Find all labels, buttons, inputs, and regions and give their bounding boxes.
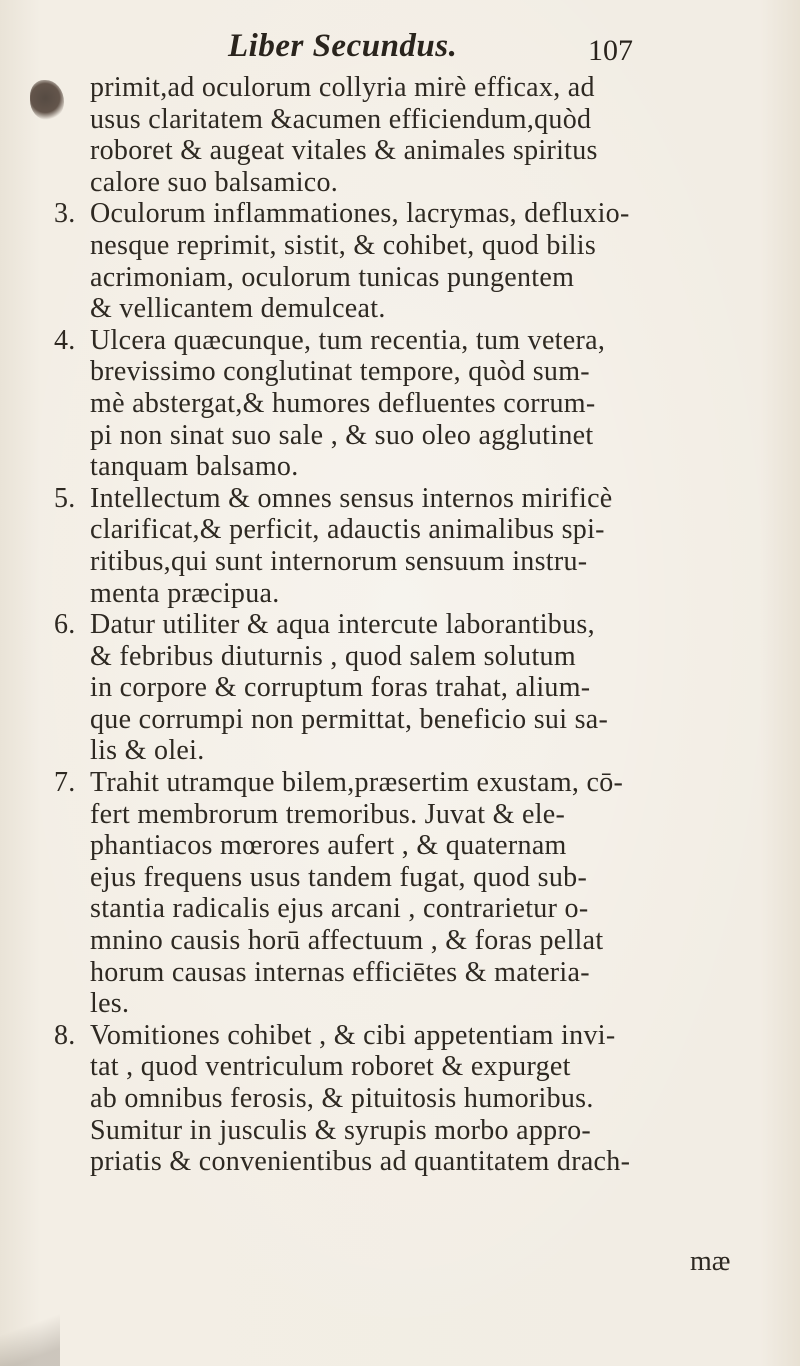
line-text: ritibus,qui sunt internorum sensuum instru- [90,545,588,577]
line-text: roboret & augeat vitales & animales spiritus [90,135,598,167]
paragraph-number: 3. [54,198,76,230]
line-text: Oculorum inflammationes, lacrymas, defluxio- [90,198,630,230]
text-line [52,704,772,736]
line-text: lis & olei. [90,735,205,767]
line-text: Ulcera quæcunque, tum recentia, tum vetera, [90,324,606,356]
paragraph-number: 8. [54,1019,76,1051]
text-line [52,420,772,452]
line-text: Sumitur in jusculis & syrupis morbo appro- [90,1114,592,1146]
text-line [52,325,772,357]
text-line [52,862,772,894]
text-line [52,293,772,325]
text-line [52,230,772,262]
line-text: acrimoniam, oculorum tunicas pungentem [90,261,575,293]
text-line [52,672,772,704]
page-number: 107 [588,34,633,67]
page-edge-shadow [0,1300,60,1366]
catchword: mæ [690,1246,731,1277]
line-text: primit,ad oculorum collyria mirè efficax, ad [90,72,595,103]
line-text: mnino causis horū affectuum , & foras pellat [90,925,604,957]
line-text: brevissimo conglutinat tempore, quòd sum- [90,356,590,388]
running-head [0,28,800,68]
text-body [52,72,772,1178]
text-line [52,451,772,483]
text-line [52,893,772,925]
line-text: Intellectum & omnes sensus internos mirificè [90,482,613,514]
text-line [52,262,772,294]
text-line [52,609,772,641]
line-text: ab omnibus ferosis, & pituitosis humoribus. [90,1083,594,1114]
text-line [52,72,772,104]
line-text: clarificat,& perficit, adauctis animalibus spi- [90,514,605,546]
text-line [52,578,772,610]
line-text: mè abstergat,& humores defluentes corrum- [90,387,596,419]
paragraph-number: 6. [54,609,76,641]
line-text: Trahit utramque bilem,præsertim exustam, cō- [90,767,624,799]
running-title: Liber Secundus. [228,28,458,64]
text-line [52,799,772,831]
text-line [52,356,772,388]
text-line [52,1051,772,1083]
text-line [52,104,772,136]
line-text: ejus frequens usus tandem fugat, quod sub- [90,861,588,893]
line-text: in corpore & corruptum foras trahat, alium- [90,672,591,704]
text-line [52,1083,772,1115]
line-text: Vomitiones cohibet , & cibi appetentiam invi- [90,1019,616,1051]
paragraph-number: 5. [54,482,76,514]
text-line [52,135,772,167]
text-line [52,546,772,578]
text-line [52,483,772,515]
line-text: usus claritatem &acumen efficiendum,quòd [90,103,592,135]
text-line [52,735,772,767]
line-text: pi non sinat suo sale , & suo oleo agglutinet [90,419,594,451]
paragraph-number: 4. [54,324,76,356]
text-line [52,830,772,862]
text-line [52,1146,772,1178]
text-line [52,1115,772,1147]
line-text: fert membrorum tremoribus. Juvat & ele- [90,798,566,830]
line-text: les. [90,988,130,1020]
line-text: que corrumpi non permittat, beneficio sui sa- [90,703,609,735]
line-text: horum causas internas efficiētes & materia- [90,956,590,988]
line-text: & febribus diuturnis , quod salem solutum [90,640,576,672]
line-text: & vellicantem demulceat. [90,293,386,325]
line-text: Datur utiliter & aqua intercute laborantibus, [90,609,595,641]
text-line [52,514,772,546]
text-line [52,988,772,1020]
text-line [52,388,772,420]
text-line [52,767,772,799]
line-text: menta præcipua. [90,577,280,609]
line-text: priatis & convenientibus ad quantitatem drach- [90,1146,631,1178]
line-text: calore suo balsamico. [90,166,339,198]
line-text: phantiacos mœrores aufert , & quaternam [90,830,567,862]
text-line [52,167,772,199]
line-text: stantia radicalis ejus arcani , contrarietur o- [90,893,589,925]
paragraph-number: 7. [54,767,76,799]
line-text: tanquam balsamo. [90,451,299,483]
line-text: tat , quod ventriculum roboret & expurget [90,1051,571,1083]
text-line [52,925,772,957]
text-line [52,1020,772,1052]
text-line [52,641,772,673]
text-line [52,198,772,230]
text-line [52,957,772,989]
line-text: nesque reprimit, sistit, & cohibet, quod bilis [90,229,597,261]
